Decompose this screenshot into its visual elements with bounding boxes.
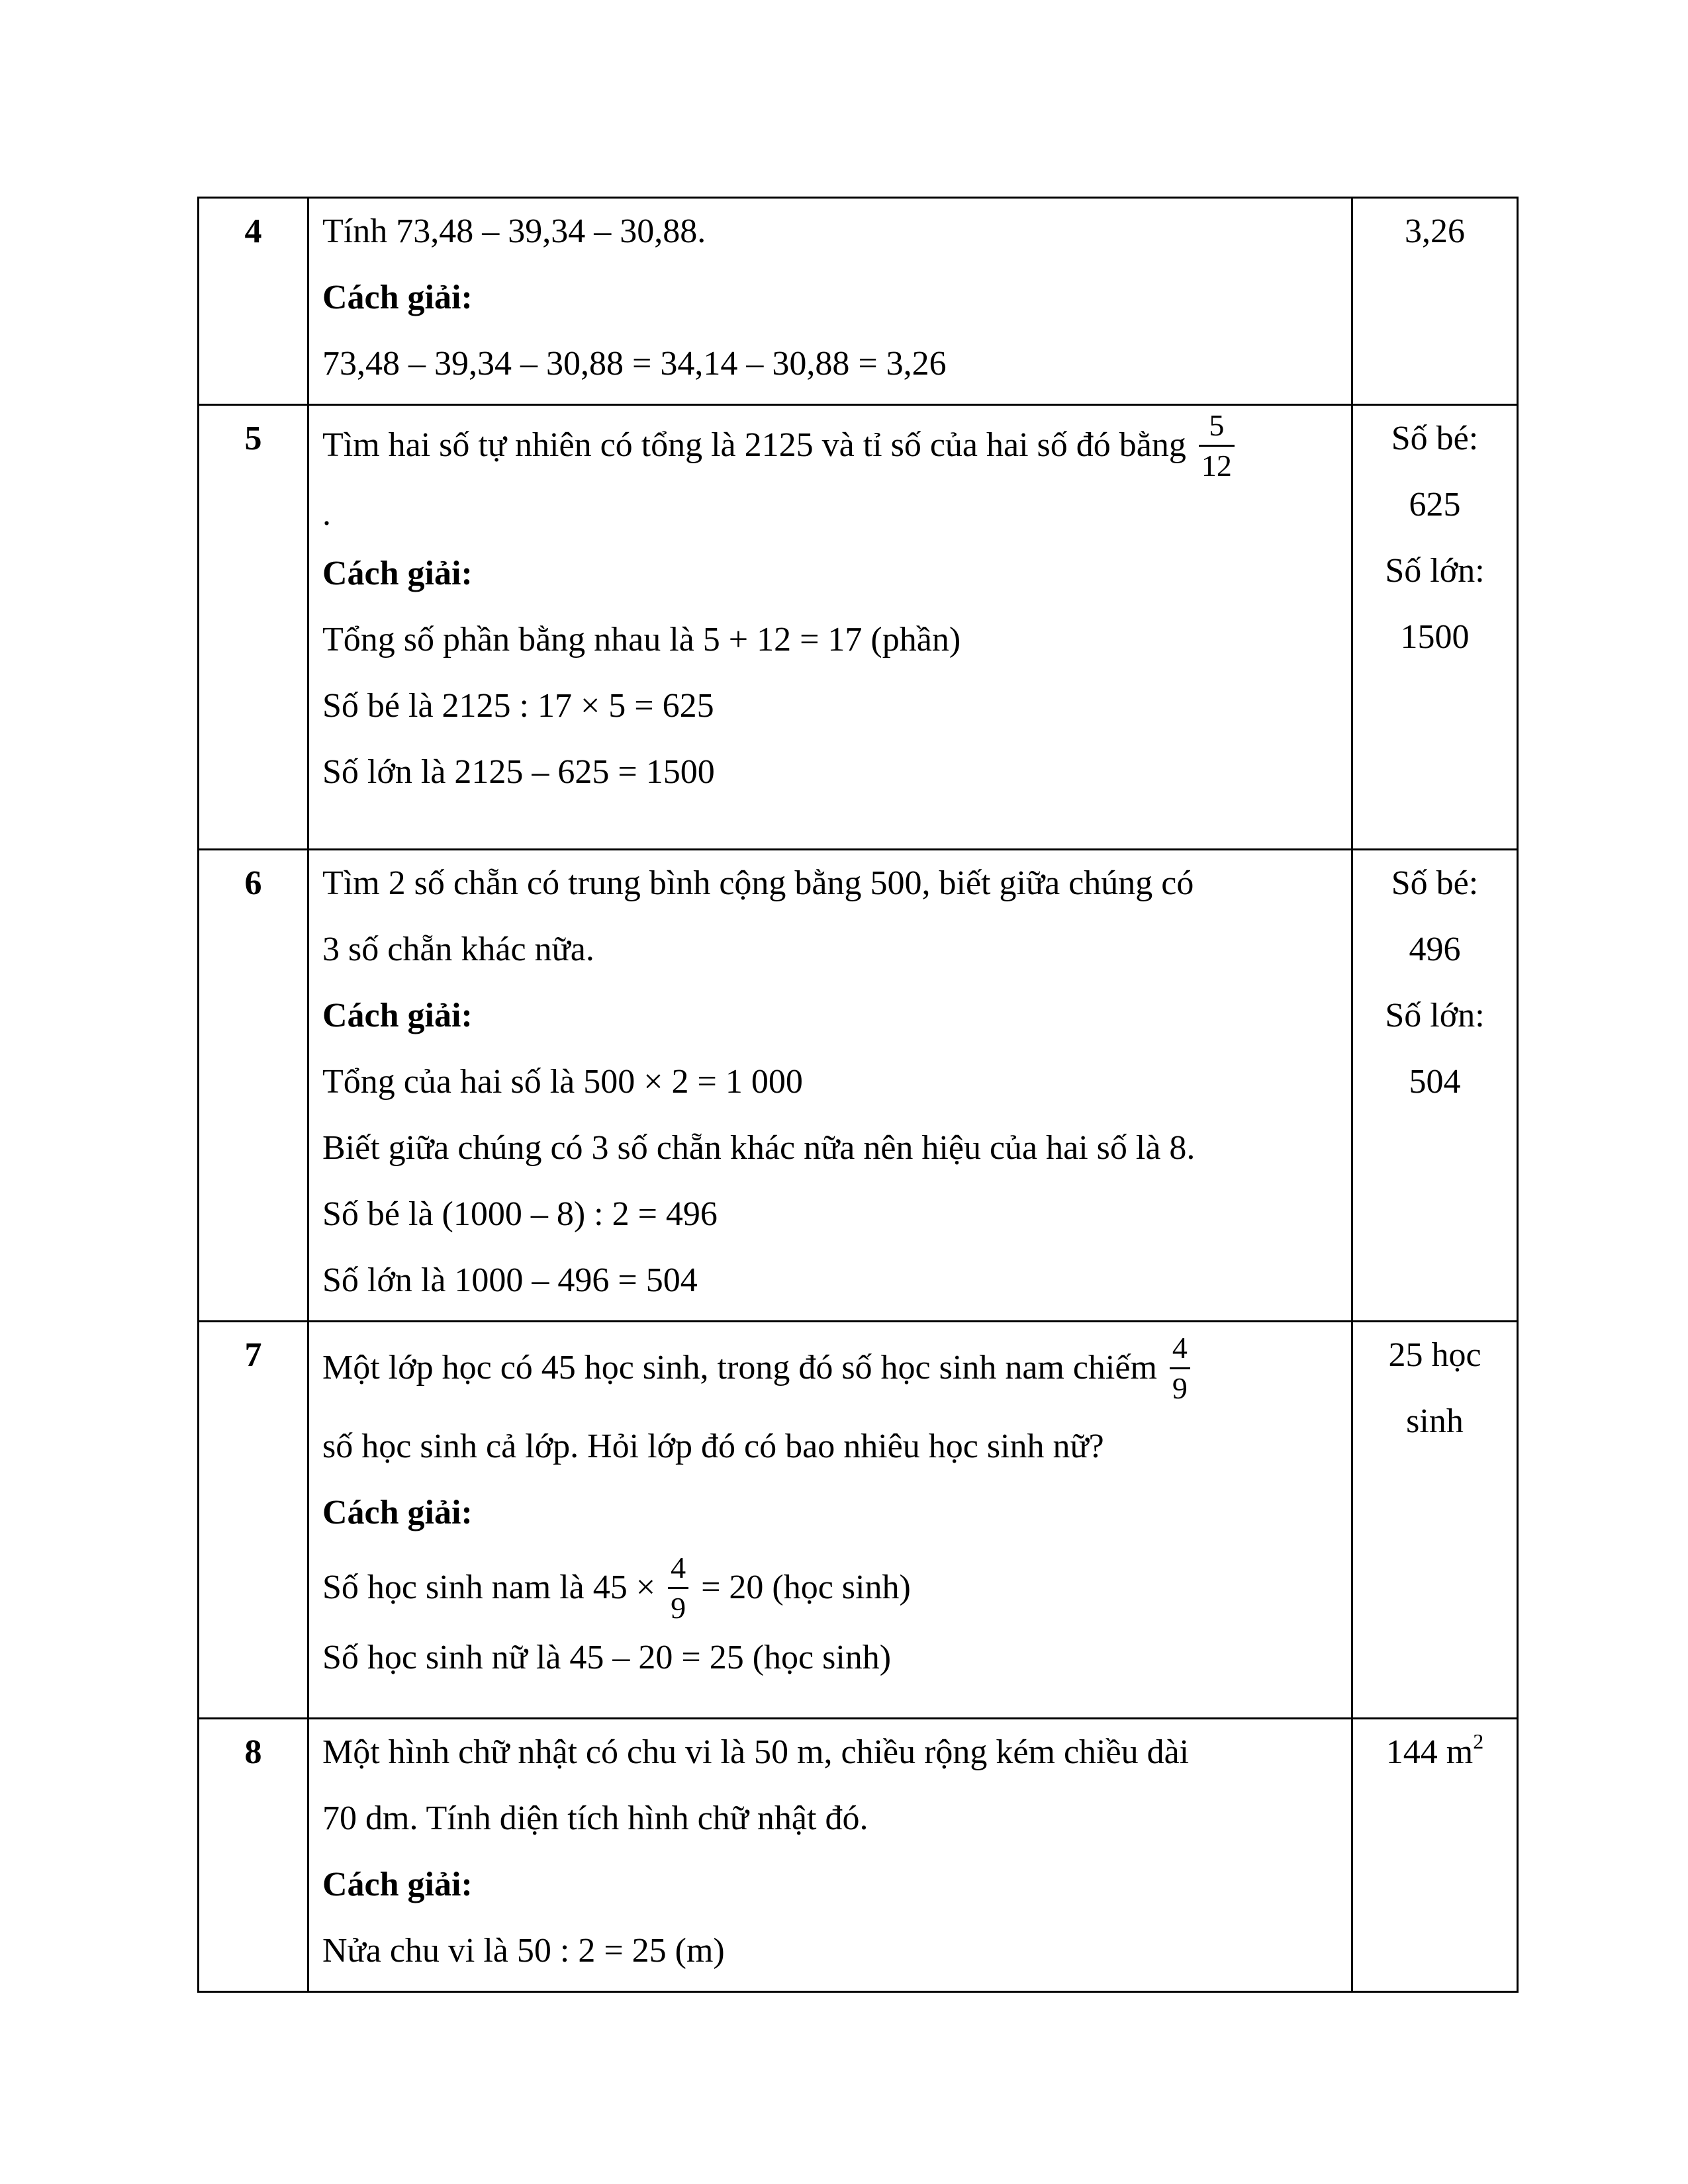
fraction-denominator: 9: [671, 1590, 686, 1625]
solutions-table: [197, 197, 1519, 1993]
question-text: số học sinh cả lớp. Hỏi lớp đó có bao nhiêu học sinh nữ?: [322, 1428, 1104, 1465]
problem-cell: [308, 405, 1352, 850]
solution-step-part: = 20 (học sinh): [701, 1569, 911, 1606]
question-text: Tính 73,48 – 39,34 – 30,88.: [322, 212, 706, 250]
problem-cell: [308, 1322, 1352, 1719]
answer-line: 25 học: [1388, 1336, 1481, 1374]
answer-value: 144 m: [1385, 1733, 1474, 1771]
question-text: 3 số chẵn khác nữa.: [322, 931, 594, 968]
answer-line: sinh: [1406, 1402, 1464, 1440]
method-label: Cách giải:: [322, 1866, 473, 1903]
problem-cell: [308, 1719, 1352, 1992]
question-text: Tìm 2 số chẵn có trung bình cộng bằng 500, biết giữa chúng có: [322, 864, 1194, 902]
answer-cell: [1352, 850, 1518, 1322]
table-row: [199, 1322, 1518, 1719]
problem-number: 4: [199, 198, 308, 405]
answer-line: 625: [1409, 486, 1461, 523]
answer-line: Số bé:: [1391, 864, 1479, 902]
solution-step: Số lớn là 1000 – 496 = 504: [322, 1261, 698, 1299]
answer-cell: [1352, 1322, 1518, 1719]
answer-exponent: 2: [1473, 1729, 1484, 1753]
question-text-part: Một lớp học có 45 học sinh, trong đó số học sinh nam chiếm: [322, 1349, 1157, 1387]
method-label: Cách giải:: [322, 554, 473, 592]
solution-step-part: Số học sinh nam là 45 ×: [322, 1569, 656, 1606]
fraction-denominator: 12: [1201, 448, 1232, 482]
table-row: [199, 405, 1518, 850]
answer-line: Số bé:: [1391, 420, 1479, 457]
table-row: [199, 198, 1518, 405]
method-label: Cách giải:: [322, 1494, 473, 1531]
problem-number: 5: [199, 405, 308, 850]
fraction: [1170, 1329, 1190, 1408]
solution-step: Tổng của hai số là 500 × 2 = 1 000: [322, 1063, 803, 1101]
solution-step: Nửa chu vi là 50 : 2 = 25 (m): [322, 1932, 725, 1970]
answer-line: Số lớn:: [1385, 552, 1485, 590]
fraction-denominator: 9: [1172, 1371, 1188, 1405]
solution-step: Số bé là 2125 : 17 × 5 = 625: [322, 686, 714, 725]
solution-step: Số lớn là 2125 – 625 = 1500: [322, 752, 715, 791]
problem-cell: [308, 198, 1352, 405]
fraction-numerator: 4: [668, 1549, 688, 1589]
method-label: Cách giải:: [322, 997, 473, 1034]
fraction-numerator: 4: [1170, 1329, 1190, 1369]
answer-line: 1500: [1400, 618, 1470, 656]
fraction: [1199, 406, 1235, 485]
question-text: 70 dm. Tính diện tích hình chữ nhật đó.: [322, 1799, 868, 1837]
solution-step: Tổng số phần bằng nhau là 5 + 12 = 17 (phần): [322, 620, 961, 659]
answer-cell: [1352, 405, 1518, 850]
solution-step: Số học sinh nữ là 45 – 20 = 25 (học sinh): [322, 1638, 892, 1676]
question-text-part: Tìm hai số tự nhiên có tổng là 2125 và tỉ số của hai số đó bằng: [322, 426, 1186, 464]
problem-number: 6: [199, 850, 308, 1322]
answer-line: 504: [1409, 1063, 1461, 1101]
answer-cell: [1352, 1719, 1518, 1992]
problem-number: 7: [199, 1322, 308, 1719]
solution-step: Số bé là (1000 – 8) : 2 = 496: [322, 1195, 718, 1233]
question-text: [322, 406, 1342, 488]
answer-line: Số lớn:: [1385, 997, 1485, 1034]
problem-number: 8: [199, 1719, 308, 1992]
question-text-end: .: [322, 494, 331, 533]
fraction-numerator: 5: [1199, 406, 1235, 447]
table-row: [199, 1719, 1518, 1992]
fraction: [668, 1549, 688, 1627]
question-text: Một hình chữ nhật có chu vi là 50 m, chiều rộng kém chiều dài: [322, 1733, 1190, 1771]
problem-cell: [308, 850, 1352, 1322]
solution-step: Biết giữa chúng có 3 số chẵn khác nữa nên hiệu của hai số là 8.: [322, 1129, 1196, 1167]
solution-step: [322, 1546, 1342, 1630]
method-label: Cách giải:: [322, 279, 473, 316]
answer-line: 496: [1409, 931, 1461, 968]
question-text: [322, 1322, 1342, 1414]
answer-cell: 3,26: [1352, 198, 1518, 405]
table-row: [199, 850, 1518, 1322]
solution-step: 73,48 – 39,34 – 30,88 = 34,14 – 30,88 = 3,26: [322, 345, 947, 383]
